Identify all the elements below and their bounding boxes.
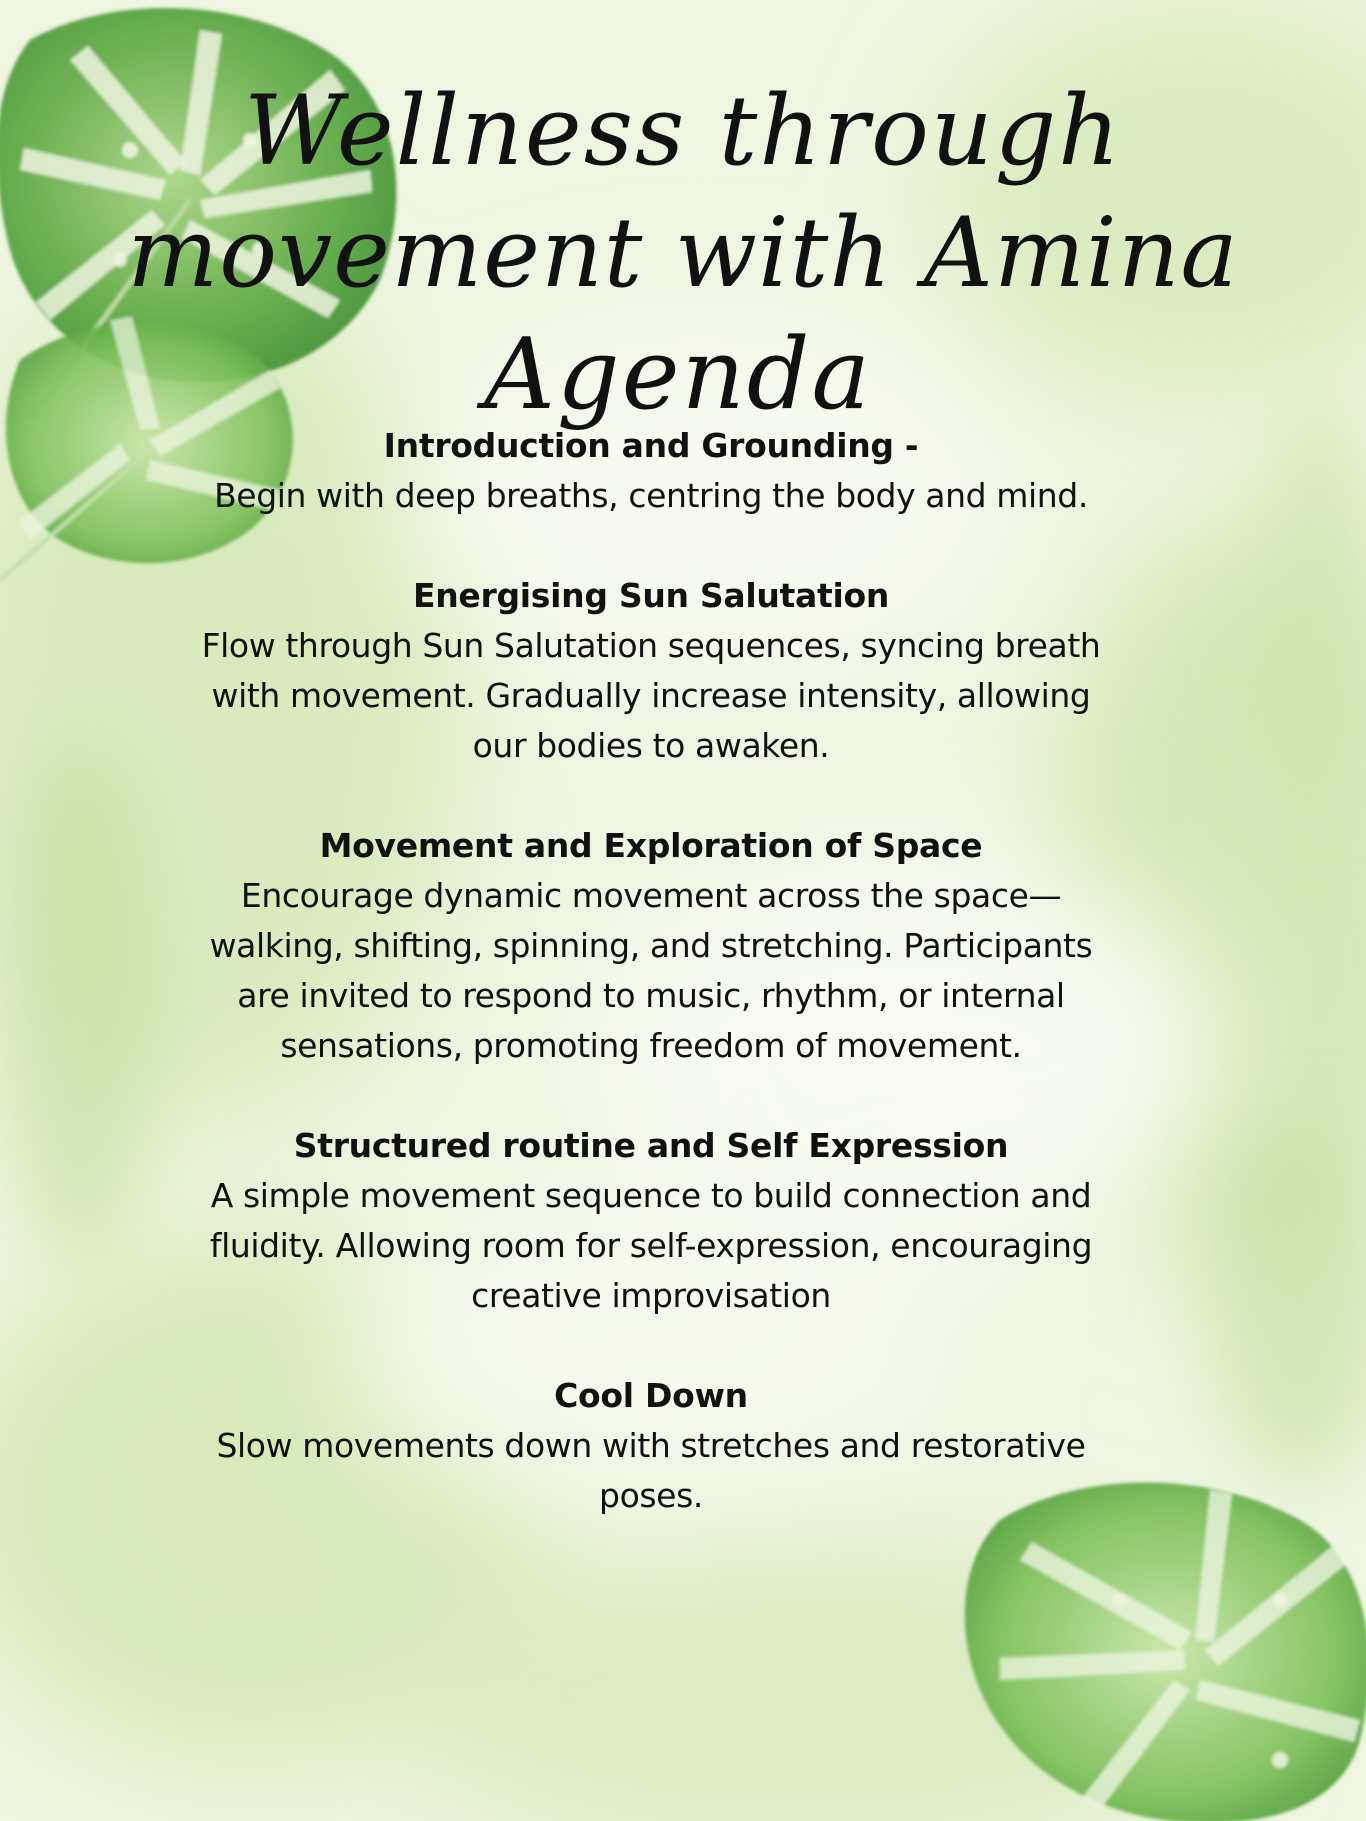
section-heading: Cool Down bbox=[554, 1376, 748, 1415]
document-title bbox=[0, 70, 1366, 436]
section-body: Flow through Sun Salutation sequences, syncing breath with movement. Gradually increase intensity, allowing our bodies to awaken. bbox=[201, 626, 1101, 765]
title-line-3: Agenda bbox=[484, 318, 872, 432]
agenda-list bbox=[183, 421, 1119, 1571]
section-heading: Structured routine and Self Expression bbox=[293, 1126, 1009, 1165]
section-body: Encourage dynamic movement across the space—walking, shifting, spinning, and stretching. Participants are invited to respond to music, rhythm, or internal sensations, promoting freedom of movement. bbox=[209, 876, 1093, 1065]
agenda-section-sun-salutation bbox=[183, 571, 1119, 771]
section-body: Begin with deep breaths, centring the body and mind. bbox=[214, 476, 1088, 515]
agenda-section-structured-routine bbox=[183, 1121, 1119, 1321]
agenda-section-movement-exploration bbox=[183, 821, 1119, 1071]
section-body: A simple movement sequence to build connection and fluidity. Allowing room for self-expression, encouraging creative improvisation bbox=[209, 1176, 1093, 1315]
agenda-section-introduction bbox=[183, 421, 1119, 521]
section-heading: Introduction and Grounding - bbox=[383, 426, 919, 465]
section-heading: Energising Sun Salutation bbox=[412, 576, 890, 615]
title-line-2: movement with Amina bbox=[127, 197, 1239, 309]
section-heading: Movement and Exploration of Space bbox=[319, 826, 983, 865]
section-body: Slow movements down with stretches and restorative poses. bbox=[216, 1426, 1086, 1515]
agenda-section-cool-down bbox=[183, 1371, 1119, 1521]
title-line-1: Wellness through bbox=[244, 75, 1122, 187]
